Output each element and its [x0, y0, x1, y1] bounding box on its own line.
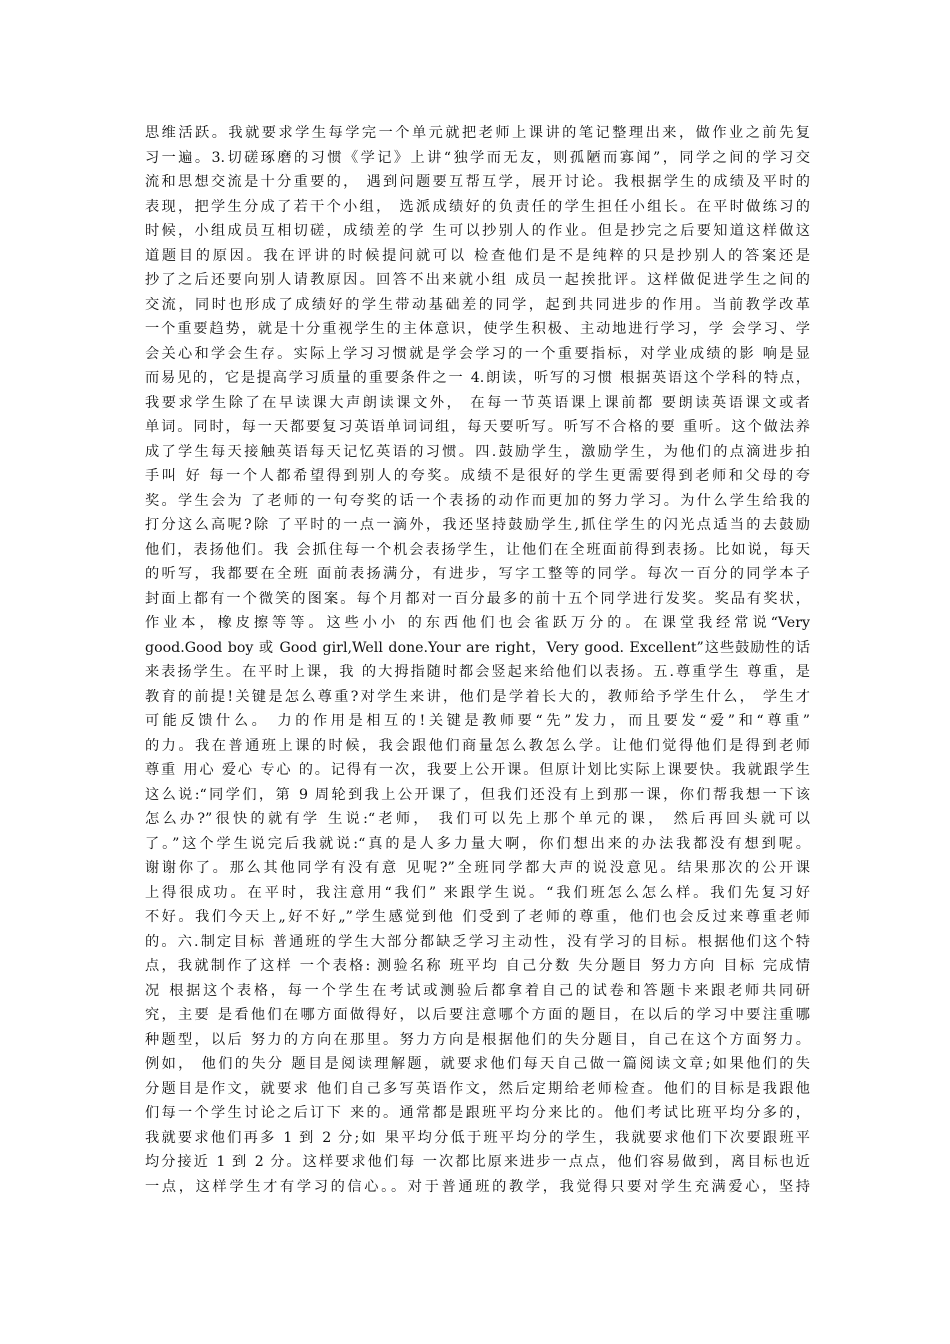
- text-line: 们每一个学生讨论之后订下 来的。通常都是跟班平均分来比的。他们考试比班平均分多的，: [145, 1105, 810, 1121]
- text-line: 教育的前提!关键是怎么尊重?对学生来讲，他们是学着长大的，教师给予学生什么， 学生才: [145, 688, 810, 705]
- text-line: 一点，这样学生才有学习的信心。。对于普通班的教学，我觉得只要对学生充满爱心，坚持: [145, 1178, 810, 1195]
- text-line: 我就要求他们再多 1 到 2 分;如 果平均分低于班平均分的学生，我就要求他们下次要跟班平: [145, 1129, 810, 1146]
- text-line: 上得很成功。在平时，我注意用“我们” 来跟学生说。“我们班怎么怎么样。我们先复习好: [145, 884, 810, 901]
- text-line: good.Good boy 或 Good girl,Well done.Your are right，Very good. Excellent”这些鼓励性的话: [145, 639, 810, 656]
- text-line: 不好。我们今天上„好不好„”学生感觉到他 们受到了老师的尊重，他们也会反过来尊重老师: [145, 909, 810, 925]
- text-line: 习一遍。3.切磋琢磨的习惯《学记》上讲“独学而无友，则孤陋而寡闻”，同学之间的学习交: [145, 149, 810, 166]
- body-text: [145, 121, 810, 1224]
- text-line: 单词。同时，每一天都要复习英语单词词组，每天要听写。听写不合格的要 重听。这个做法养: [145, 419, 810, 435]
- text-line: 怎么办?”很快的就有学 生说:“老师， 我们可以先上那个单元的课， 然后再回头就可以: [145, 811, 810, 827]
- text-line: 谢谢你了。那么其他同学有没有意 见呢?”全班同学都大声的说没意见。结果那次的公开课: [145, 860, 810, 876]
- text-line: 究，主要 是看他们在哪方面做得好，以后要注意哪个方面的题目，在以后的学习中要注重哪: [145, 1007, 810, 1023]
- text-line: 尊重 用心 爱心 专心 的。记得有一次，我要上公开课。但原计划比实际上课要快。我就跟学生: [145, 762, 810, 778]
- text-line: 分题目是作文，就要求 他们自己多写英语作文，然后定期给老师检查。他们的目标是我跟他: [145, 1080, 810, 1097]
- text-line: 他们，表扬他们。我 会抓住每一个机会表扬学生，让他们在全班面前得到表扬。比如说，每天: [145, 541, 810, 558]
- text-line: 的力。我在普通班上课的时候，我会跟他们商量怎么教怎么学。让他们觉得他们是得到老师: [145, 737, 810, 754]
- text-line: 成了学生每天接触英语每天记忆英语的习惯。四.鼓励学生，激励学生，为他们的点滴进步拍: [145, 443, 810, 460]
- text-line: 种题型，以后 努力的方向在那里。努力方向是根据他们的失分题目，自己在这个方面努力。: [145, 1031, 810, 1048]
- text-line: 了。”这个学生说完后我就说:“真的是人多力量大啊，你们想出来的办法我都没有想到呢。: [145, 835, 810, 852]
- text-line: 况 根据这个表格，每一个学生在考试或测验后都拿着自己的试卷和答题卡来跟老师共同研: [145, 982, 810, 999]
- text-line: 而易见的，它是提高学习质量的重要条件之一 4.朗读，听写的习惯 根据英语这个学科的特点，: [145, 370, 810, 386]
- text-line: 的听写，我都要在全班 面前表扬满分，有进步，写字工整等的同学。每次一百分的同学本子: [145, 566, 810, 582]
- text-line: 的。六.制定目标 普通班的学生大部分都缺乏学习主动性，没有学习的目标。根据他们这个特: [145, 933, 810, 950]
- text-line: 作业本，橡皮擦等等。这些小小 的东西他们也会雀跃万分的。在课堂我经常说“Very: [145, 615, 810, 631]
- text-line: 这么说:“同学们，第 9 周轮到我上公开课了，但我们还没有上到那一课，你们帮我想一下该: [145, 786, 810, 803]
- text-line: 会关心和学会生存。实际上学习习惯就是学会学习的一个重要指标，对学业成绩的影 响是显: [145, 345, 810, 362]
- text-line: 例如， 他们的失分 题目是阅读理解题，就要求他们每天自己做一篇阅读文章;如果他们的失: [145, 1056, 810, 1072]
- text-line: 点，我就制作了这样 一个表格: 测验名称 班平均 自己分数 失分题目 努力方向 目标 完成情: [145, 958, 810, 974]
- text-line: 封面上都有一个微笑的图案。每个月都对一百分最多的前十五个同学进行发奖。奖品有奖状，: [145, 590, 810, 607]
- text-line: 抄了之后还要向别人请教原因。回答不出来就小组 成员一起挨批评。这样做促进学生之间的: [145, 272, 810, 288]
- text-line: 奖。学生会为 了老师的一句夸奖的话一个表扬的动作而更加的努力学习。为什么学生给我的: [145, 492, 810, 509]
- text-line: 道题目的原因。我在评讲的时候提问就可以 检查他们是不是纯粹的只是抄别人的答案还是: [145, 247, 810, 264]
- text-line: 表现，把学生分成了若干个小组， 选派成绩好的负责任的学生担任小组长。在平时做练习的: [145, 198, 810, 215]
- text-line: 交流，同时也形成了成绩好的学生带动基础差的同学，起到共同进步的作用。当前教学改革: [145, 296, 810, 313]
- text-line: 可能反馈什么。 力的作用是相互的!关键是教师要“先”发力，而且要发“爱”和“尊重”: [145, 713, 810, 729]
- text-line: 思维活跃。我就要求学生每学完一个单元就把老师上课讲的笔记整理出来，做作业之前先复: [145, 125, 810, 141]
- text-line: 一个重要趋势，就是十分重视学生的主体意识，使学生积极、主动地进行学习，学 会学习、学: [145, 321, 810, 337]
- text-line: 时候，小组成员互相切磋，成绩差的学 生可以抄别人的作业。但是抄完之后要知道这样做这: [145, 223, 810, 239]
- text-line: 我要求学生除了在早读课大声朗读课文外， 在每一节英语课上课前都 要朗读英语课文或者: [145, 394, 810, 411]
- text-line: 打分这么高呢?除 了平时的一点一滴外，我还坚持鼓励学生,抓住学生的闪光点适当的去鼓励: [145, 517, 810, 533]
- text-line: 流和思想交流是十分重要的， 遇到问题要互帮互学，展开讨论。我根据学生的成绩及平时的: [145, 174, 810, 190]
- text-line: 来表扬学生。在平时上课，我 的大拇指随时都会竖起来给他们以表扬。五.尊重学生 尊重，是: [145, 664, 810, 680]
- text-line: 均分接近 1 到 2 分。这样要求他们每 一次都比原来进步一点点，他们容易做到，离目标也近: [145, 1154, 810, 1170]
- text-line: 手叫 好 每一个人都希望得到别人的夸奖。成绩不是很好的学生更需要得到老师和父母的夸: [145, 468, 810, 484]
- text-line: [145, 1199, 810, 1224]
